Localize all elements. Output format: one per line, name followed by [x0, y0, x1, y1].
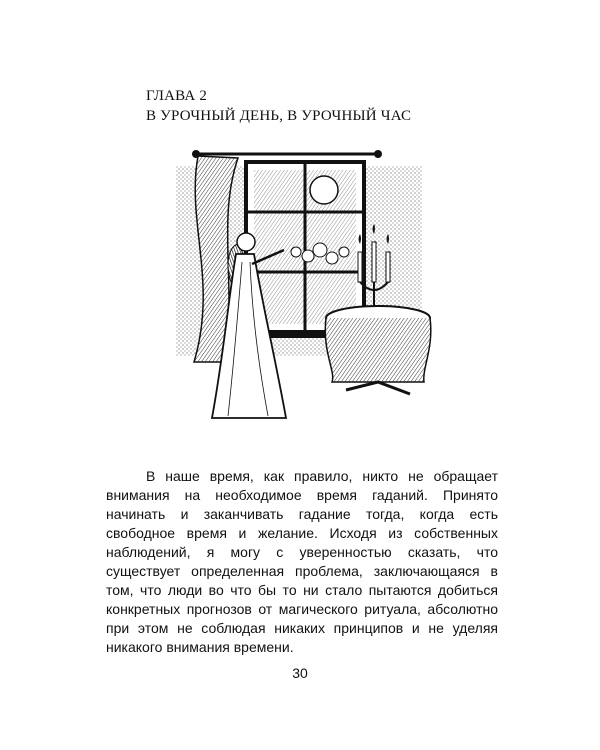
- body-paragraph: В наше время, как правило, никто не обращает внимания на необходимое время гаданий. Принято начинать и заканчивать гадание тогда, когда есть свободное время и желание. Исходя из собственных наблюдений, я могу с уверенностью сказать, что существует определенная проблема, заключающаяся в том, что люди во что бы то ни стало пытаются добиться конкретных прогнозов от магического ритуала, абсолютно при этом не соблюдая никаких принципов и не уделяя никакого внимания времени.: [106, 468, 498, 655]
- body-text: [106, 467, 498, 657]
- chapter-title: В УРОЧНЫЙ ДЕНЬ, В УРОЧНЫЙ ЧАС: [146, 108, 412, 124]
- page-number: 30: [292, 665, 308, 681]
- chapter-heading: [146, 86, 411, 126]
- round-table: [325, 306, 431, 394]
- chapter-number: ГЛАВА 2: [146, 88, 208, 104]
- chapter-illustration: [146, 132, 434, 424]
- moon: [310, 176, 338, 204]
